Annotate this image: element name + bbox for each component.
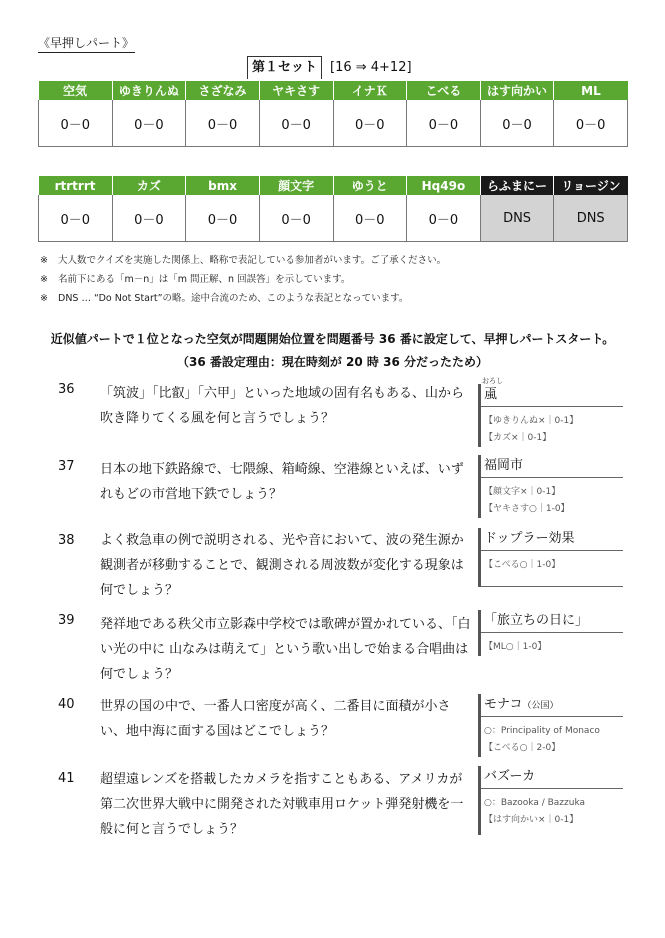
player-header: ヤキさす <box>259 81 333 100</box>
question-number: 41 <box>58 771 75 786</box>
answer-block <box>478 455 623 518</box>
answer-result: 【こべる○｜1-0】 <box>484 560 561 570</box>
answer-result: 【ML○｜1-0】 <box>484 642 547 652</box>
answer <box>481 766 623 789</box>
note <box>40 290 408 304</box>
answer <box>481 694 623 717</box>
intro-line-2: （36 番設定理由：現在時刻が 20 時 36 分だったため） <box>177 355 488 369</box>
answer-block <box>478 694 623 757</box>
answer-result: 【ゆきりんぬ×｜0-1】 <box>484 416 579 426</box>
question-text: よく救急車の例で説明される、光や音において、波の発生源か観測者が移動することで、観測される周波数が変化する現象は何でしょう？ <box>100 533 464 598</box>
player-score: 0－0 <box>186 100 260 147</box>
answer-result: 【カズ×｜0-1】 <box>484 433 552 443</box>
player-score-dns: DNS <box>480 195 554 242</box>
player-header: さざなみ <box>186 81 260 100</box>
player-header: イナＫ <box>333 81 407 100</box>
note-mark: ※ <box>40 293 48 304</box>
player-header: ML <box>554 81 628 100</box>
answer-block <box>478 384 623 447</box>
player-score-dns: DNS <box>554 195 628 242</box>
note-text: 名前下にある「m－n」は「m 問正解、n 回誤答」を示しています。 <box>58 274 351 285</box>
player-header: rtrtrrt <box>39 176 113 195</box>
answer-text: 福岡市 <box>484 458 524 473</box>
question-number: 36 <box>58 382 75 397</box>
note <box>40 271 350 285</box>
score-row <box>39 100 628 147</box>
question-text: 「筑波」「比叡」「六甲」といった地域の固有名もある、山から吹き降りてくる風を何と言うでしょう？ <box>100 386 465 426</box>
score-table-2 <box>38 176 628 242</box>
question-text: 発祥地である秩父市立影森中学校では歌碑が置かれている、「白い光の中に 山なみは萌えて」という歌い出しで始まる合唱曲は何でしょう？ <box>100 617 471 682</box>
player-score: 0－0 <box>259 100 333 147</box>
answer <box>481 455 623 478</box>
answer <box>481 610 623 633</box>
player-score: 0－0 <box>112 100 186 147</box>
intro-line-1: 近似値パートで１位となった空気が問題開始位置を問題番号 36 番に設定して、早押しパートスタート。 <box>50 332 615 346</box>
question-number: 37 <box>58 459 75 474</box>
player-header-dns: らふまにー <box>480 176 554 195</box>
answer-ruby: おろし <box>482 377 503 385</box>
player-score: 0－0 <box>39 195 113 242</box>
player-header: 空気 <box>39 81 113 100</box>
question-text: 日本の地下鉄路線で、七隈線、箱崎線、空港線といえば、いずれもどの市営地下鉄でしょう？ <box>100 462 464 502</box>
player-header: はす向かい <box>480 81 554 100</box>
note <box>40 252 446 266</box>
player-score: 0－0 <box>407 195 481 242</box>
player-score: 0－0 <box>554 100 628 147</box>
answer-block <box>478 766 623 835</box>
answer-text: ドップラー効果 <box>484 531 575 546</box>
player-header: Hq49o <box>407 176 481 195</box>
player-score: 0－0 <box>112 195 186 242</box>
answer <box>481 528 623 551</box>
answer-block <box>478 610 623 656</box>
player-score: 0－0 <box>259 195 333 242</box>
answer <box>481 384 623 407</box>
question-number: 39 <box>58 613 75 628</box>
answer-text: バズーカ <box>484 769 536 784</box>
player-score: 0－0 <box>333 100 407 147</box>
answer-text: モナコ <box>484 697 523 712</box>
question-text: 世界の国の中で、一番人口密度が高く、二番目に面積が小さい、地中海に面する国はどこでしょう？ <box>100 699 451 739</box>
answer-result: 【顔文字×｜0-1】 <box>484 487 561 497</box>
note-mark: ※ <box>40 274 48 285</box>
score-table-1 <box>38 81 628 147</box>
player-score: 0－0 <box>333 195 407 242</box>
player-score: 0－0 <box>480 100 554 147</box>
answer-block <box>478 528 623 587</box>
score-row <box>39 195 628 242</box>
player-header: こべる <box>407 81 481 100</box>
answer-result: 【ヤキさす○｜1-0】 <box>484 504 570 514</box>
answer-result: ○：Principality of Monaco <box>484 726 600 736</box>
answer-text: 颪 <box>484 387 498 402</box>
player-header: 顔文字 <box>259 176 333 195</box>
score-header-row <box>39 81 628 100</box>
set-rule: [16 ⇒ 4+12] <box>330 60 412 75</box>
score-header-row <box>39 176 628 195</box>
note-text: DNS … “Do Not Start”の略。途中合流のため、このような表記となっています。 <box>58 293 409 304</box>
answer-text: 「旅立ちの日に」 <box>484 613 589 628</box>
section-title: 《早押しパート》 <box>38 34 135 53</box>
question-number: 38 <box>58 533 75 548</box>
answer-result: 【はす向かい×｜0-1】 <box>484 815 579 825</box>
player-header-dns: リョージン <box>554 176 628 195</box>
answer-result: 【こべる○｜2-0】 <box>484 743 561 753</box>
answer-result: ○：Bazooka / Bazzuka <box>484 798 586 808</box>
player-score: 0－0 <box>407 100 481 147</box>
question-text: 超望遠レンズを搭載したカメラを指すこともある、アメリカが第二次世界大戦中に開発された対戦車用ロケット弾発射機を一般に何と言うでしょう？ <box>100 772 464 837</box>
note-mark: ※ <box>40 255 48 266</box>
note-text: 大人数でクイズを実施した関係上、略称で表記している参加者がいます。ご了承ください。 <box>58 255 447 266</box>
player-score: 0－0 <box>39 100 113 147</box>
player-header: カズ <box>112 176 186 195</box>
player-header: ゆきりんぬ <box>112 81 186 100</box>
player-score: 0－0 <box>186 195 260 242</box>
player-header: bmx <box>186 176 260 195</box>
player-header: ゆうと <box>333 176 407 195</box>
question-number: 40 <box>58 697 75 712</box>
set-label: 第１セット <box>247 56 322 79</box>
answer-note: （公国） <box>522 701 559 711</box>
